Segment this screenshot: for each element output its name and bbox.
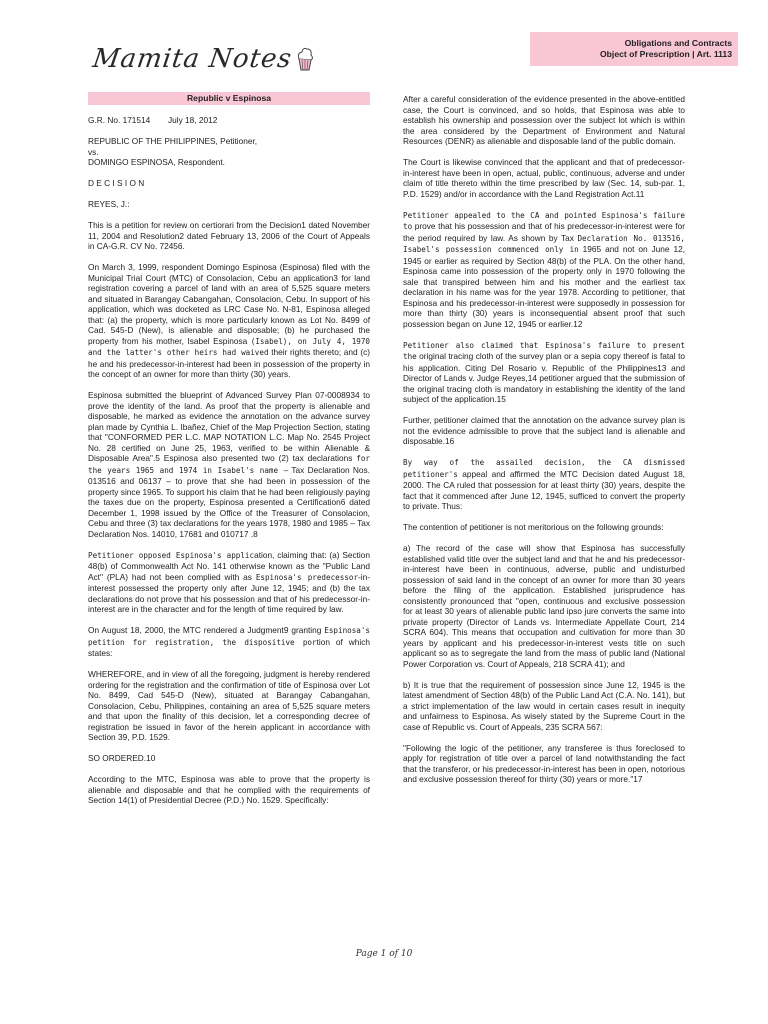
paragraph: Petitioner opposed Espinosa's application, claiming that: (a) Section 48(b) of Commonwealth Act No. 141 otherwise known as the "Public Land Act" (PLA) had not been complied with as Espinosa's predecessor-in-interest possessed the property only after June 12, 1945; and (b) the tax declarations do not prove that his possession and that of his predecessor-in-interest are in the character and for the length of time required by law. [88,549,370,614]
paragraph: WHEREFORE, and in view of all the foregoing, judgment is hereby rendered ordering for the registration and the confirmation of title of Espinosa over Lot No. 8499, Cad 545-D (New), situated at Barangay Cabangahan, Consolacion, Cebu, Philippines, containing an area of 5,525 square meters and that upon the finality of this decision, let a corresponding decree of registration be issued in favor of the herein applicant in accordance with Section 39, P.D. 1529. [88,669,370,742]
paragraph: Petitioner also claimed that Espinosa's failure to present the original tracing cloth of the survey plan or a sepia copy thereof is fatal to his application. Citing Del Rosario v. Republic of the Philippines13 and Director of Lands v. Judge Reyes,14 petitioner argued that the submission of the original tracing cloth is mandatory in establishing the identity of the land subject of the application.15 [403,340,685,404]
case-date: July 18, 2012 [168,115,218,125]
gr-number: G.R. No. 171514 [88,115,151,125]
left-column [88,92,370,816]
paragraph: The contention of petitioner is not meritorious on the following grounds: [403,522,664,532]
paragraph: On August 18, 2000, the MTC rendered a Judgment9 granting Espinosa's petition for registration, the dispositive portion of which states: [88,625,371,658]
brand-logo [90,44,314,74]
paragraph: b) It is true that the requirement of possession since June 12, 1945 is the latest amendment of Section 48(b) of the Public Land Act (C.A. No. 141), but a strict implementation of the law would in certain cases result in inequity and unfairness to Espinosa. As wisely stated by the Supreme Court in the case of Republic vs. Court of Appeals, 235 SCRA 567: [403,679,685,732]
paragraph: SO ORDERED.10 [88,753,156,763]
paragraph: This is a petition for review on certiorari from the Decision1 dated November 11, 2004 and Resolution2 dated February 13, 2006 of the Court of Appeals in CA-G.R. CV No. 72456. [88,220,370,251]
page-number: Page 1 of 10 [355,949,413,959]
petitioner: REPUBLIC OF THE PHILIPPINES, Petitioner, [88,136,258,146]
case-number-line [88,115,370,126]
cupcake-icon [296,46,314,72]
decision-heading: D E C I S I O N [88,178,145,188]
right-column [403,94,685,795]
paragraph: a) The record of the case will show that Espinosa has successfully established valid title over the subject land and that he and his predecessor-in-interest have been in continuous, adverse, public and undisturbed possession of said land in the concept of an owner for more than 30 years before the filing of the application. Established jurisprudence has consistently pronounced that "open, continuous and exclusive possession for at least 30 years of alienable public land ipso jure converts the same into private property (Director of Lands vs. Intermediate Appellate Court, 214 SCRA 604). This means that occupation and cultivation for more than 30 years by applicant and his predecessor-in-interest vests title on such applicant so as to segregate the land from the mass of public land (National Power Corporation vs. Court of Appeals, 218 SCRA 41); and [403,543,685,669]
paragraph: According to the MTC, Espinosa was able to prove that the property is alienable and disposable and that he complied with the requirements of Section 14(1) of Presidential Decree (P.D.) No. 1529. Specifically: [88,774,370,805]
paragraph: The Court is likewise convinced that the applicant and that of predecessor-in-interest have been in open, actual, public, continuous, adverse and under claim of title thereto within the time prescribed by law (Sec. 14, sub-par. 1, P.D. 1529) and/or in accordance with the Land Registration Act.11 [403,157,685,199]
ponente: REYES, J.: [88,199,130,209]
tag-topic: Object of Prescription | Art. 1113 [600,49,732,59]
tag-subject: Obligations and Contracts [624,38,732,48]
paragraph: Petitioner appealed to the CA and pointed Espinosa's failure to prove that his possession and that of his predecessor-in-interest were for the period required by law. As shown by Tax Declaration No. 013516, Isabel's possession commenced only in 1965 and not on June 12, 1945 or earlier as required by Section 48(b) of the PLA. On the other hand, Espinosa came into possession of the property only in 1970 following the sale that transpired between him and his mother and the earliest tax declaration in his name was for the year 1978. According to petitioner, that Espinosa and his predecessor-in-interest were supposedly in possession for more than thirty (30) years is inconsequential absent proof that such possession began on June 12, 1945 or earlier.12 [403,210,686,329]
subject-tag [530,32,738,66]
respondent: DOMINGO ESPINOSA, Respondent. [88,157,225,167]
paragraph: By way of the assailed decision, the CA dismissed petitioner's appeal and affirmed the MTC Decision dated August 18, 2000. The CA ruled that possession for at least thirty (30) years, despite the fact that it commenced after June 12, 1945, sufficed to convert the property to private. Thus: [403,458,685,511]
paragraph: After a careful consideration of the evidence presented in the above-entitled case, the Court is convinced, and so holds, that Espinosa was able to establish his ownership and possession over the subject lot which is within the area considered by the Department of Environment and Natural Resources (DENR) as alienable and disposable land of the public domain. [403,94,685,146]
parties [88,136,370,168]
logo-text: Mamita Notes [90,44,294,74]
paragraph: "Following the logic of the petitioner, any transferee is thus foreclosed to apply for registration of title over a parcel of land notwithstanding the fact that the transferor, or his predecessor-in-interest has been in open, notorious and exclusive possession thereof for thirty (30) years or more."17 [403,742,685,784]
paragraph: Espinosa submitted the blueprint of Advanced Survey Plan 07-0008934 to prove the identity of the land. As proof that the property is alienable and disposable, he marked as evidence the annotation on the advance survey plan made by Cynthia L. Ibañez, Chief of the Map Projection Section, stating that "CONFORMED PER L.C. MAP NOTATION L.C. Map No. 2545 Project No. 28 certified on June 25, 1963, verified to be within Alienable & Disposable Area".5 Espinosa also presented two (2) tax declarations for the years 1965 and 1974 in Isabel's name – Tax Declaration Nos. 013516 and 06137 – to prove that she had been in possession of the property since 1965. To support his claim that he had been religiously paying the taxes due on the property, Espinosa presented a Certification6 dated December 1, 1998 issued by the Office of the Treasurer of Consolacion, Cebu and three (3) tax declarations for the years 1978, 1980 and 1985 – Tax Declaration Nos. 14010, 17681 and 010717 .8 [88,390,370,539]
paragraph: On March 3, 1999, respondent Domingo Espinosa (Espinosa) filed with the Municipal Trial Court (MTC) of Consolacion, Cebu an application3 for land registration covering a parcel of land with an area of 5,525 square meters and situated in Barangay Cabangahan, Consolacion, Cebu. In support of his application, which was docketed as LRC Case No. N-81, Espinosa alleged that: (a) the property, which is more particularly known as Lot No. 8499 of Cad. 545-D (New), is alienable and disposable; (b) he purchased the property from his mother, Isabel Espinosa (Isabel), on July 4, 1970 and the latter's other heirs had waived their rights thereto; and (c) he and his predecessor-in-interest had been in possession of the property in the concept of an owner for more than thirty (30) years. [88,262,370,379]
case-title: Republic v Espinosa [88,92,370,105]
versus: vs. [88,146,99,157]
paragraph: Further, petitioner claimed that the annotation on the advance survey plan is not the evidence admissible to prove that the subject land is alienable and disposable.16 [403,415,685,446]
